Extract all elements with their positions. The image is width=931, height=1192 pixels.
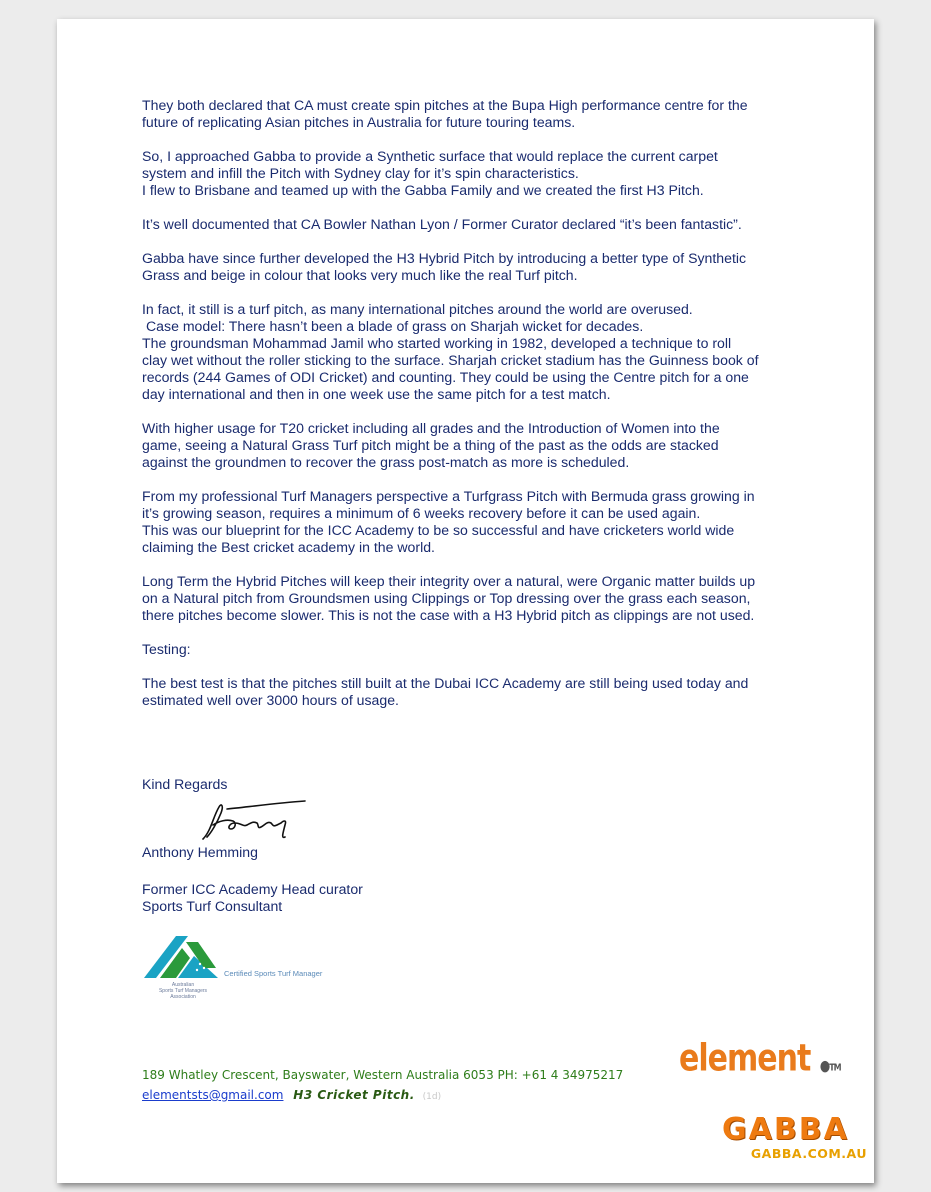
paragraph-3: It’s well documented that CA Bowler Nathan Lyon / Former Curator declared “it’s been fantastic”. [142,216,742,232]
element-logo-tm: ●TM [819,1056,841,1075]
footer-address: 189 Whatley Crescent, Bayswater, Western Australia 6053 PH: +61 4 34975217 [142,1068,624,1082]
closing: Kind Regards [142,776,228,792]
paragraph-7: From my professional Turf Managers perspective a Turfgrass Pitch with Bermuda grass growing in it’s growing season, requires a minimum of 6 weeks recovery before it can be used again. This was our blueprint for the ICC Academy to be so successful and have cricketers world wide claiming the Best cricket academy in the world. [142,488,755,555]
paragraph-10: The best test is that the pitches still built at the Dubai ICC Academy are still being used today and estimated well over 3000 hours of usage. [142,675,749,708]
paragraph-2: So, I approached Gabba to provide a Synthetic surface that would replace the current carpet system and infill the Pitch with Sydney clay for it’s spin characteristics. I flew to Brisbane and teamed up with the Gabba Family and we created the first H3 Pitch. [142,148,718,198]
paragraph-1: They both declared that CA must create spin pitches at the Bupa High performance centre for the future of replicating Asian pitches in Australia for future touring teams. [142,97,748,130]
footer-contact [142,1088,441,1102]
gabba-logo-url: GABBA.COM.AU [750,1146,867,1161]
element-logo-word: element [679,1036,811,1081]
astma-org-name: Australian Sports Turf Managers Association [158,982,208,1000]
element-logo [679,1037,841,1081]
paragraph-8: Long Term the Hybrid Pitches will keep their integrity over a natural, were Organic matter builds up on a Natural pitch from Groundsmen using Clippings or Top dressing over the grass each season, there pitches become slower. This is not the case with a H3 Hybrid pitch as clippings are not used. [142,573,756,623]
astma-logo [142,934,357,1006]
paragraph-6: With higher usage for T20 cricket including all grades and the Introduction of Women into the game, seeing a Natural Grass Turf pitch might be a thing of the past as the odds are stacked against the groundmen to recover the grass post-match as more is scheduled. [142,420,720,470]
paragraph-4: Gabba have since further developed the H3 Hybrid Pitch by introducing a better type of Synthetic Grass and beige in colour that looks very much like the real Turf pitch. [142,250,747,283]
paragraph-5: In fact, it still is a turf pitch, as many international pitches around the world are overused. Case model: There hasn’t been a blade of grass on Sharjah wicket for decades. The groundsman Mohammad Jamil who started working in 1982, developed a technique to roll clay wet without the roller sticking to the surface. Sharjah cricket stadium has the Guinness book of records (244 Games of ODI Cricket) and counting. They could be using the Centre pitch for a one day international and then in one week use the same pitch for a test match. [142,301,759,402]
letter-body [142,97,802,709]
astma-certified-label: Certified Sports Turf Manager [224,969,323,978]
handwritten-signature [197,795,307,845]
gabba-logo-word: GABBA [722,1112,849,1147]
signer-title: Former ICC Academy Head curator [142,881,363,897]
email-link[interactable]: elementsts@gmail.com [142,1088,284,1102]
astma-mark-icon [142,934,222,980]
signer-name: Anthony Hemming [142,844,258,860]
testing-heading: Testing: [142,641,191,657]
h3-pitch-label: H3 Cricket Pitch. [293,1088,415,1102]
signer-role: Sports Turf Consultant [142,898,283,914]
gabba-logo [722,1112,867,1161]
footer-tag: (1d) [422,1092,442,1102]
letter-page [57,19,874,1183]
